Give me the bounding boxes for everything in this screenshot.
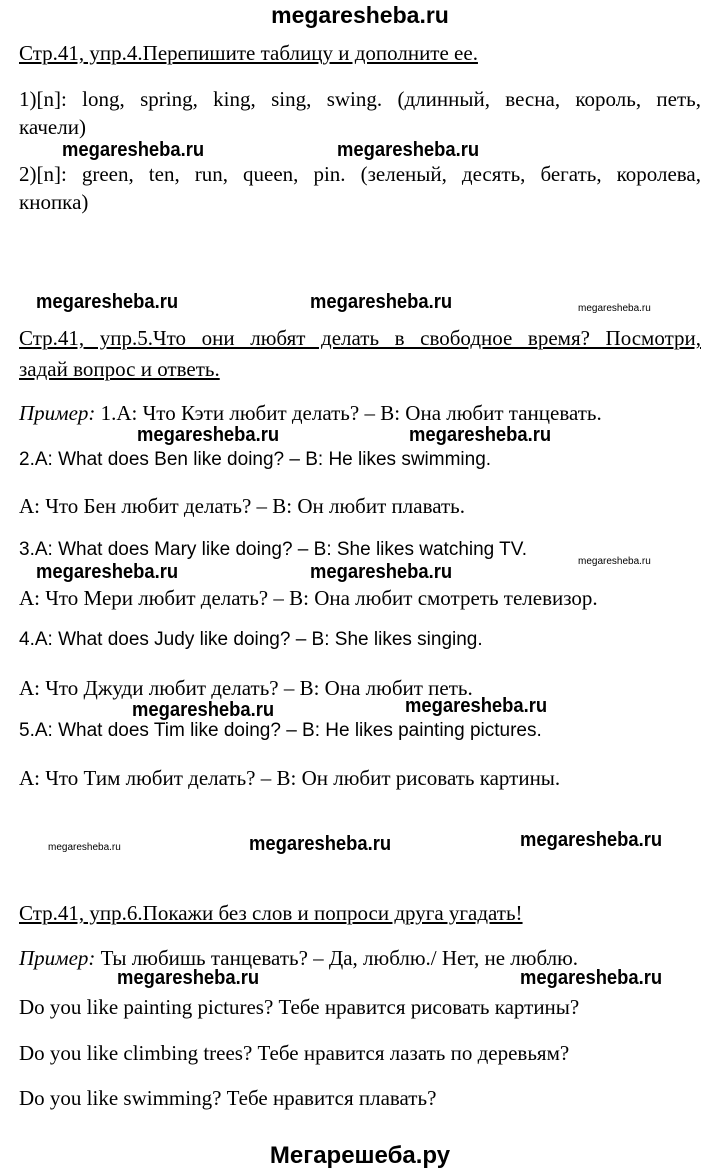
watermark: megaresheba.ru: [520, 967, 663, 989]
ex6-heading: Стр.41, упр.6.Покажи без слов и попроси друга угадать!: [19, 901, 523, 925]
site-title: megaresheba.ru: [271, 2, 449, 28]
watermark: megaresheba.ru: [310, 291, 453, 313]
ex5-item-5-ru: А: Что Тим любит делать? – В: Он любит рисовать картины.: [19, 766, 561, 790]
watermark: megaresheba.ru: [137, 424, 280, 446]
ex5-heading: Стр.41, упр.5.Что они любят делать в свободное время? Посмотри,: [19, 326, 701, 350]
watermark: megaresheba.ru: [132, 699, 275, 721]
example-text: Ты любишь танцевать? – Да, люблю./ Нет, не люблю.: [95, 946, 579, 970]
watermark-small: megaresheba.ru: [578, 303, 651, 314]
example-label: Пример:: [19, 401, 96, 425]
ex6-line-1: Do you like painting pictures? Тебе нравится рисовать картины?: [19, 995, 580, 1019]
footer-title: Мегарешеба.ру: [269, 1142, 451, 1169]
ex5-item-5-en: 5.A: What does Tim like doing? – B: He likes painting pictures.: [19, 720, 542, 741]
watermark: megaresheba.ru: [409, 424, 552, 446]
watermark-small: megaresheba.ru: [48, 842, 121, 853]
ex4-line1-cont: качели): [19, 115, 86, 139]
watermark: megaresheba.ru: [310, 561, 453, 583]
watermark: megaresheba.ru: [520, 829, 663, 851]
ex5-item-3-ru: А: Что Мери любит делать? – В: Она любит смотреть телевизор.: [19, 586, 598, 610]
ex5-item-3-en: 3.A: What does Mary like doing? – B: She likes watching TV.: [19, 539, 527, 560]
ex5-heading-cont: задай вопрос и ответь.: [19, 357, 220, 381]
example-text: 1.А: Что Кэти любит делать? – В: Она любит танцевать.: [95, 401, 602, 425]
watermark: megaresheba.ru: [62, 139, 205, 161]
watermark: megaresheba.ru: [36, 561, 179, 583]
ex4-line2-cont: кнопка): [19, 190, 89, 214]
ex6-line-3: Do you like swimming? Тебе нравится плавать?: [19, 1086, 437, 1110]
ex6-line-2: Do you like climbing trees? Тебе нравится лазать по деревьям?: [19, 1041, 570, 1065]
ex5-item-2-ru: А: Что Бен любит делать? – В: Он любит плавать.: [19, 494, 465, 518]
ex4-line2: 2)[n]: green, ten, run, queen, pin. (зеленый, десять, бегать, королева,: [19, 162, 701, 186]
watermark: megaresheba.ru: [249, 833, 392, 855]
example-label: Пример:: [19, 946, 96, 970]
ex4-line1: 1)[n]: long, spring, king, sing, swing. (длинный, весна, король, петь,: [19, 87, 701, 111]
ex5-item-4-en: 4.A: What does Judy like doing? – B: She likes singing.: [19, 629, 483, 650]
watermark: megaresheba.ru: [337, 139, 480, 161]
watermark: megaresheba.ru: [405, 695, 548, 717]
ex5-item-4-ru: А: Что Джуди любит делать? – В: Она любит петь.: [19, 676, 473, 700]
watermark: megaresheba.ru: [36, 291, 179, 313]
watermark: megaresheba.ru: [117, 967, 260, 989]
watermark-small: megaresheba.ru: [578, 556, 651, 567]
ex5-example: [19, 400, 701, 426]
ex4-heading: Стр.41, упр.4.Перепишите таблицу и дополните ее.: [19, 41, 478, 65]
ex5-item-2-en: 2.A: What does Ben like doing? – B: He likes swimming.: [19, 449, 492, 470]
